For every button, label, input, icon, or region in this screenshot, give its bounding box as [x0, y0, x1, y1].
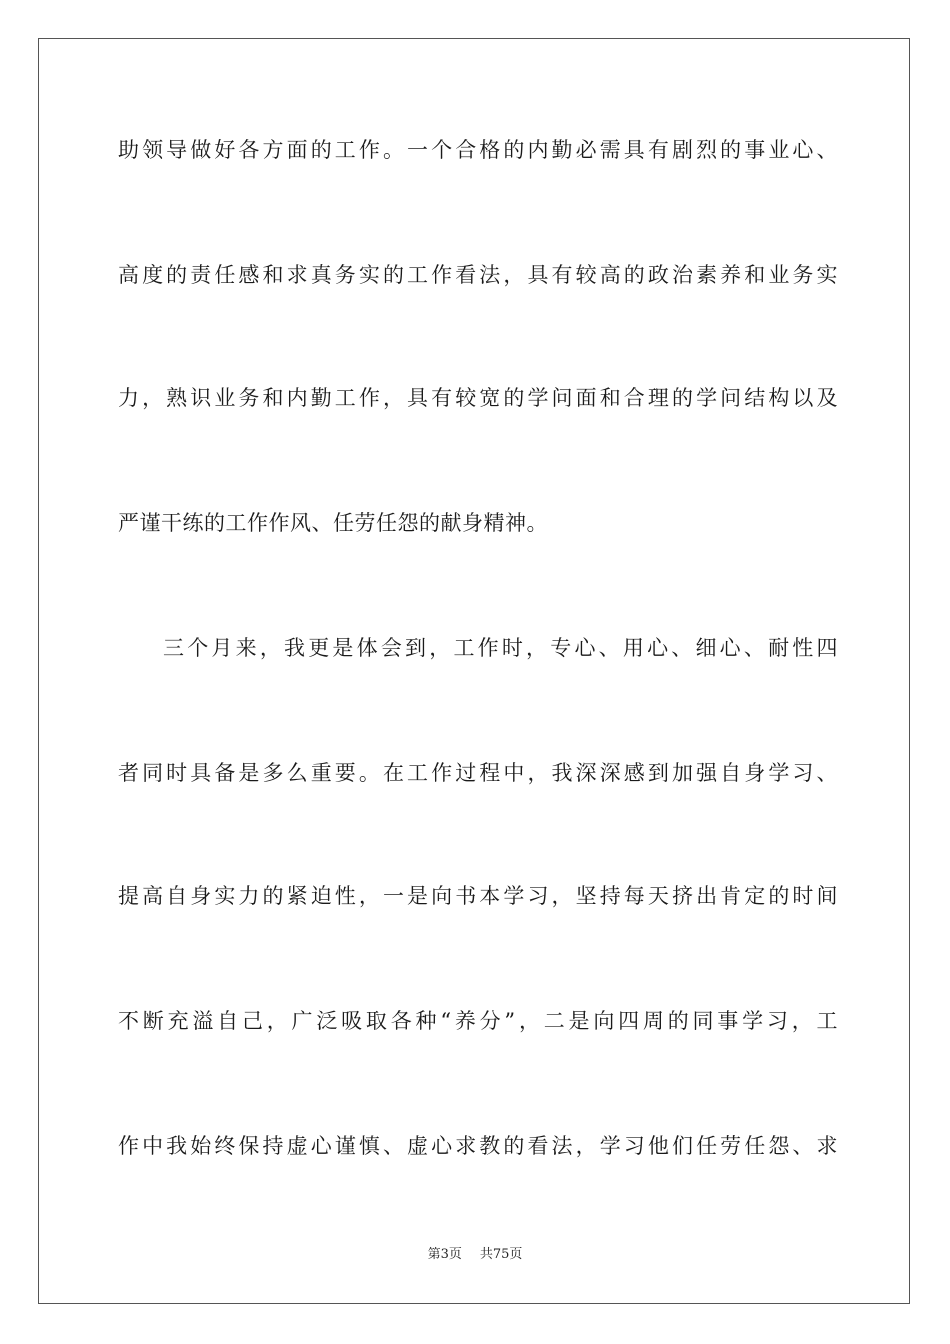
- body-text-line: 力，熟识业务和内勤工作，具有较宽的学问面和合理的学问结构以及: [118, 386, 838, 410]
- page-border: [38, 38, 910, 1304]
- page-total: 共75页: [479, 1247, 523, 1262]
- page-footer: [0, 1246, 950, 1264]
- body-text-line: 者同时具备是多么重要。在工作过程中，我深深感到加强自身学习、: [118, 761, 838, 785]
- page-number: 第3页: [427, 1247, 462, 1262]
- body-text-line: 作中我始终保持虚心谨慎、虚心求教的看法，学习他们任劳任怨、求: [118, 1134, 838, 1158]
- body-text-line: 提高自身实力的紧迫性，一是向书本学习，坚持每天挤出肯定的时间: [118, 884, 838, 908]
- body-text-line: 严谨干练的工作作风、任劳任怨的献身精神。: [118, 511, 548, 535]
- paragraph-first-line: 三个月来，我更是体会到，工作时，专心、用心、细心、耐性四: [163, 636, 838, 660]
- body-text-line: 助领导做好各方面的工作。一个合格的内勤必需具有剧烈的事业心、: [118, 138, 838, 162]
- body-text-line: 不断充溢自己，广泛吸取各种“养分”，二是向四周的同事学习，工: [118, 1009, 838, 1033]
- body-text-line: 高度的责任感和求真务实的工作看法，具有较高的政治素养和业务实: [118, 263, 838, 287]
